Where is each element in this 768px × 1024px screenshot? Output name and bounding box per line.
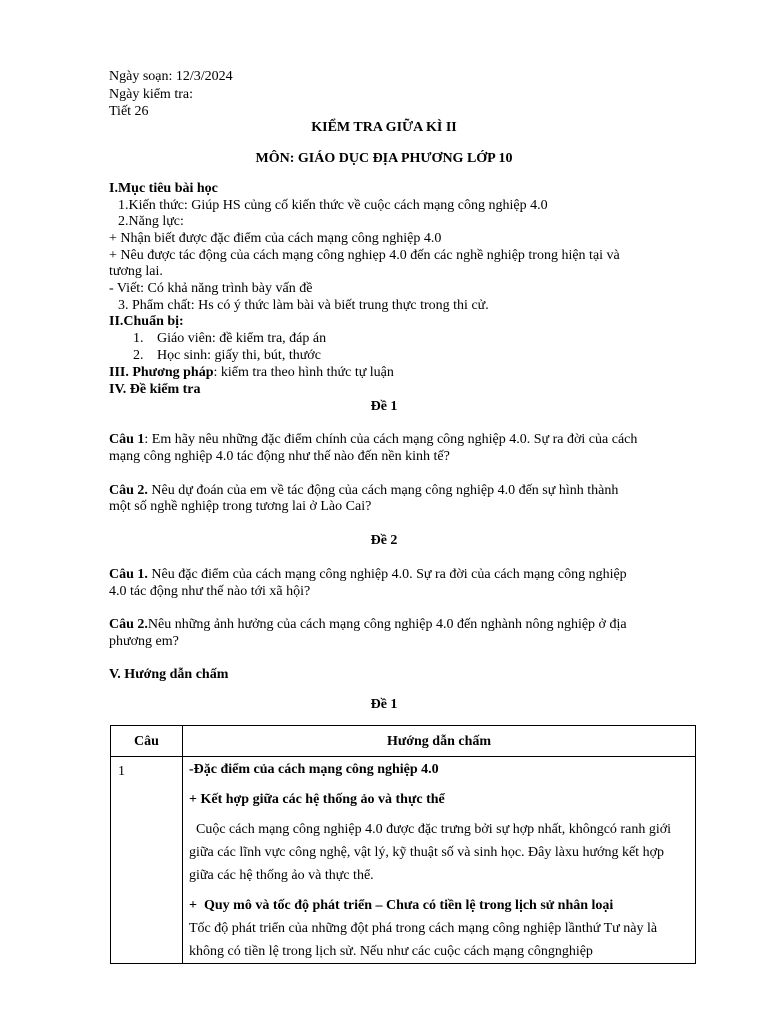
- de1-title: Đề 1: [370, 399, 398, 414]
- de1-q1-label: Câu 1: [109, 432, 145, 447]
- guide-point-1: + Kết hợp giữa các hệ thống ảo và thực thể: [189, 792, 445, 807]
- de2-title: Đề 2: [370, 533, 398, 548]
- prep-item-1-number: 1.: [133, 331, 144, 346]
- de1-question-1-cont: mạng công nghiệp 4.0 tác động như thế nào đến nền kinh tế?: [109, 449, 450, 464]
- de2-q1-label: Câu 1.: [109, 567, 148, 582]
- prep-item-1: [133, 330, 326, 347]
- section4-heading: IV. Đề kiểm tra: [109, 382, 201, 397]
- ability-item-3: - Viết: Có khả năng trình bày vấn đề: [109, 281, 313, 296]
- de2-question-2: [109, 616, 627, 633]
- prep-item-1-text: Giáo viên: đề kiểm tra, đáp án: [157, 331, 327, 346]
- de2-question-2-cont: phương em?: [109, 634, 179, 649]
- de2-question-1-cont: 4.0 tác động như thế nào tới xã hội?: [109, 584, 311, 599]
- guide-heading: -Đặc điểm của cách mạng công nghiệp 4.0: [189, 762, 439, 777]
- ability-line: 2.Năng lực:: [118, 214, 184, 229]
- column-header-cau: Câu: [111, 726, 183, 757]
- guide-point-2-text: Tốc độ phát triển của những đột phá trong cách mạng công nghiệp lầnthứ Tư này là không có tiền lệ trong lịch sử. Nếu như các cuộc cách mạng côngnghiệp: [189, 921, 658, 959]
- question-number-cell: 1: [111, 757, 183, 964]
- de1-q1-text: : Em hãy nêu những đặc điểm chính của cách mạng công nghiệp 4.0. Sự ra đời của cách: [144, 432, 638, 447]
- de1-question-2-cont: một số nghề nghiệp trong tương lai ở Lào Cai?: [109, 499, 372, 514]
- de1-question-1: [109, 431, 637, 448]
- ability-item-2: + Nêu được tác động của cách mạng công nghiẹp 4.0 đến các nghề nghiệp trong hiện tại và: [109, 248, 620, 263]
- quality-line: 3. Phẩm chất: Hs có ý thức làm bài và biết trung thực trong thi cử.: [118, 298, 489, 313]
- de1-q2-label: Câu 2.: [109, 483, 148, 498]
- prep-item-2-number: 2.: [133, 348, 144, 363]
- grading-table-header: [111, 726, 696, 757]
- section1-heading: I.Mục tiêu bài học: [109, 181, 218, 196]
- prep-item-2-text: Học sinh: giấy thi, bút, thước: [157, 348, 321, 363]
- section2-heading: II.Chuẩn bị:: [109, 314, 184, 329]
- guide-point-2: + Quy mô và tốc độ phát triển – Chưa có tiền lệ trong lịch sử nhân loại: [189, 898, 614, 913]
- period: Tiết 26: [109, 104, 149, 119]
- section3-text: : kiểm tra theo hình thức tự luận: [213, 365, 394, 380]
- column-header-guide: Hướng dẫn chấm: [183, 726, 696, 757]
- de2-question-1: [109, 566, 627, 583]
- de2-q2-label: Câu 2.: [109, 617, 148, 632]
- knowledge-line: 1.Kiến thức: Giúp HS củng cố kiến thức về cuộc cách mạng công nghiệp 4.0: [118, 198, 548, 213]
- ability-item-2-cont: tương lai.: [109, 264, 163, 279]
- doc-title: KIỂM TRA GIỮA KÌ II: [311, 120, 457, 135]
- ability-item-1: + Nhận biết được đặc điểm của cách mạng công nghiệp 4.0: [109, 231, 442, 246]
- guide-point-1-text: Cuộc cách mạng công nghiệp 4.0 được đặc trưng bởi sự hợp nhất, khôngcó ranh giới giữa các lĩnh vực công nghệ, vật lý, kỹ thuật số và sinh học. Đây làxu hướng kết hợp giữa các hệ thống ảo và thực thể.: [189, 822, 675, 883]
- section5-heading: V. Hướng dẫn chấm: [109, 667, 229, 682]
- de2-q1-text: Nêu đặc điểm của cách mạng công nghiệp 4.0. Sự ra đời của cách mạng công nghiệp: [147, 567, 627, 582]
- test-date: Ngày kiểm tra:: [109, 87, 193, 102]
- grading-guide-cell: [183, 757, 696, 964]
- de1-q2-text: Nêu dự đoán của em về tác động của cách mạng công nghiệp 4.0 đến sự hình thành: [147, 483, 619, 498]
- grading-de1-title: Đề 1: [370, 697, 398, 712]
- de1-question-2: [109, 482, 618, 499]
- doc-subject: MÔN: GIÁO DỤC ĐỊA PHƯƠNG LỚP 10: [255, 151, 513, 166]
- prep-date: Ngày soạn: 12/3/2024: [109, 69, 233, 84]
- prep-item-2: [133, 347, 321, 364]
- table-row: [111, 757, 696, 964]
- section3-line: [109, 364, 394, 381]
- grading-table: [110, 725, 696, 964]
- de2-q2-text: Nêu những ảnh hưởng của cách mạng công nghiệp 4.0 đến nghành nông nghiệp ở địa: [147, 617, 627, 632]
- section3-label: III. Phương pháp: [109, 365, 214, 380]
